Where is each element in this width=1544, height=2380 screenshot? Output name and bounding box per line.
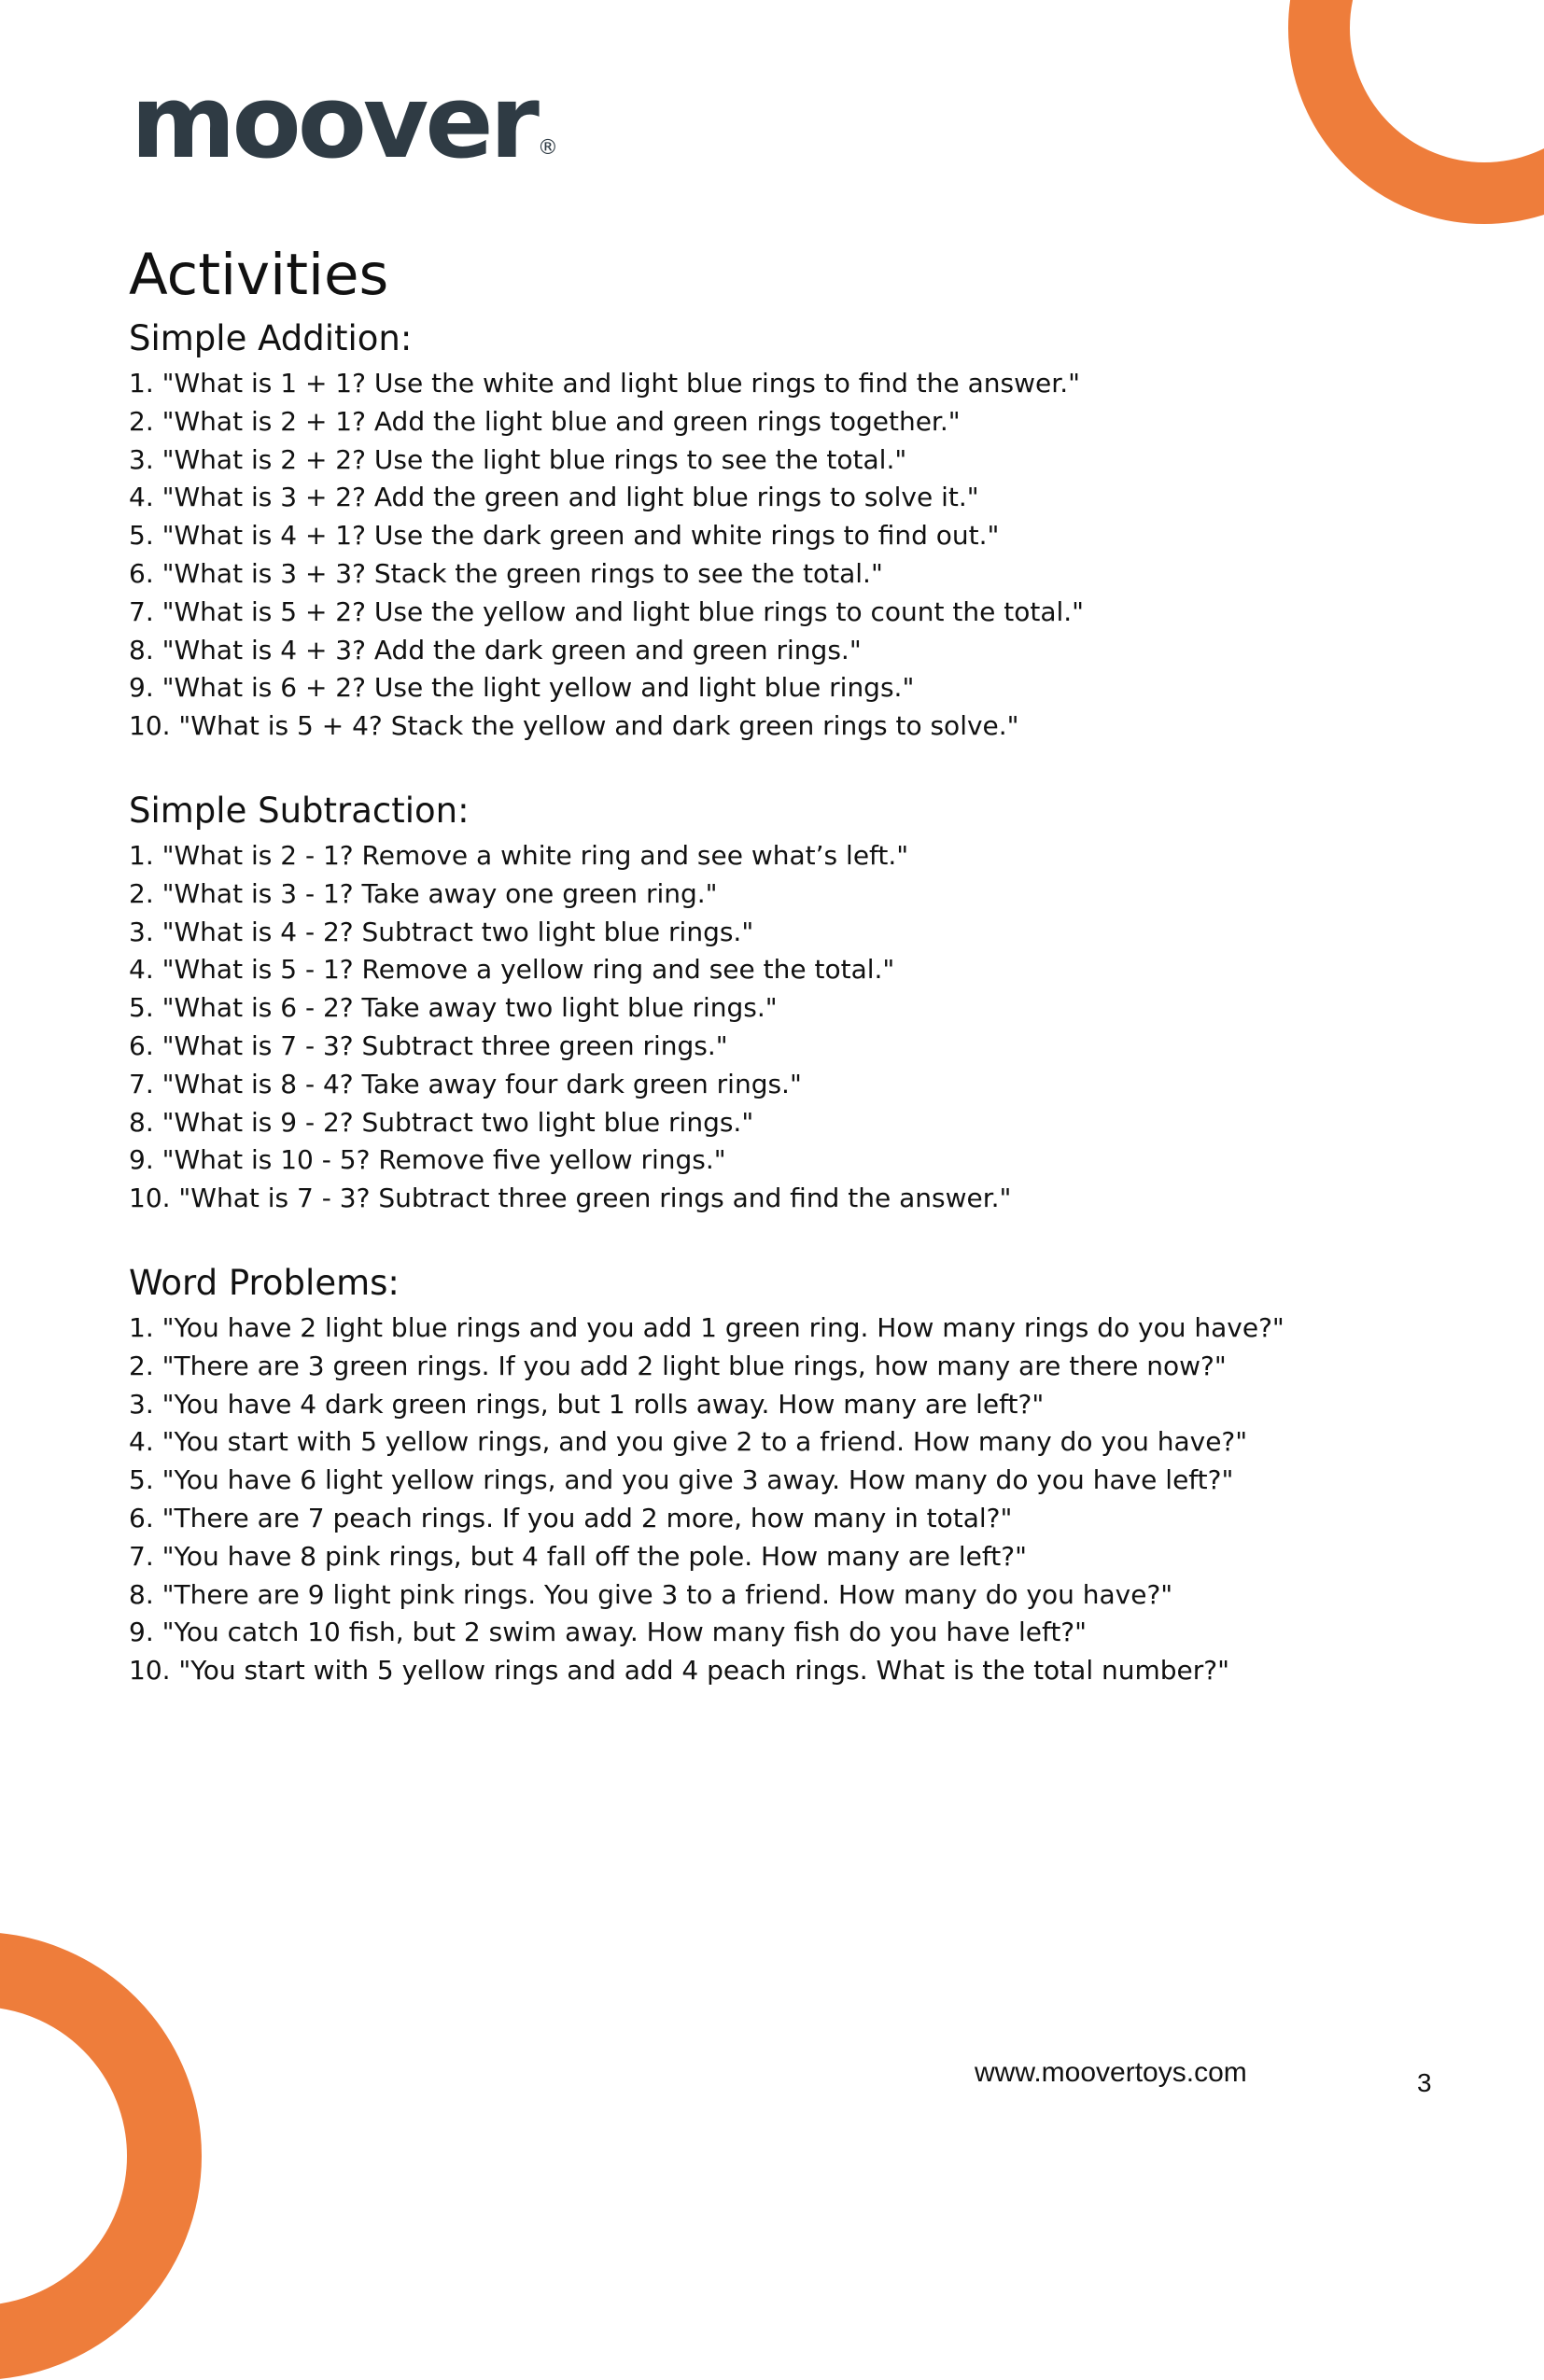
registered-mark: ® bbox=[537, 136, 558, 160]
list-item: 4. "What is 3 + 2? Add the green and light blue rings to solve it." bbox=[129, 482, 979, 513]
section-heading: Simple Addition: bbox=[129, 318, 413, 358]
section-heading: Word Problems: bbox=[129, 1262, 400, 1303]
list-item: 5. "What is 4 + 1? Use the dark green and white rings to find out." bbox=[129, 520, 1000, 552]
activity-list bbox=[129, 1309, 1342, 1690]
list-item: 2. "What is 2 + 1? Add the light blue and green rings together." bbox=[129, 405, 961, 437]
list-item: 1. "What is 1 + 1? Use the white and light blue rings to find the answer." bbox=[129, 368, 1080, 399]
list-item: 3. "What is 4 - 2? Subtract two light blue rings." bbox=[129, 916, 754, 947]
list-item: 10. "You start with 5 yellow rings and add 4 peach rings. What is the total number?" bbox=[129, 1655, 1230, 1687]
decorative-orange-arc-bottom bbox=[0, 1932, 202, 2380]
list-item: 6. "What is 7 - 3? Subtract three green rings." bbox=[129, 1029, 728, 1061]
list-item: 2. "There are 3 green rings. If you add 2 light blue rings, how many are there now?" bbox=[129, 1350, 1227, 1381]
list-item: 7. "What is 8 - 4? Take away four dark green rings." bbox=[129, 1068, 802, 1099]
list-item: 4. "You start with 5 yellow rings, and you give 2 to a friend. How many do you have?" bbox=[129, 1426, 1248, 1458]
list-item: 8. "What is 4 + 3? Add the dark green and green rings." bbox=[129, 634, 862, 665]
activity-list bbox=[129, 837, 1342, 1218]
page-number: 3 bbox=[1417, 2068, 1432, 2097]
section-simple-addition bbox=[129, 313, 1342, 746]
list-item: 7. "You have 8 pink rings, but 4 fall off the pole. How many are left?" bbox=[129, 1540, 1027, 1572]
decorative-orange-arc-top bbox=[1288, 0, 1544, 224]
brand-logo bbox=[131, 64, 558, 181]
section-simple-subtraction bbox=[129, 785, 1342, 1218]
list-item: 8. "What is 9 - 2? Subtract two light blue rings." bbox=[129, 1106, 754, 1138]
list-item: 3. "What is 2 + 2? Use the light blue rings to see the total." bbox=[129, 443, 907, 475]
list-item: 9. "What is 10 - 5? Remove five yellow rings." bbox=[129, 1144, 726, 1176]
list-item: 2. "What is 3 - 1? Take away one green ring." bbox=[129, 877, 718, 909]
list-item: 7. "What is 5 + 2? Use the yellow and light blue rings to count the total." bbox=[129, 595, 1085, 627]
activity-list bbox=[129, 365, 1342, 746]
list-item: 5. "You have 6 light yellow rings, and you give 3 away. How many do you have left?" bbox=[129, 1464, 1234, 1496]
section-word-problems bbox=[129, 1257, 1342, 1690]
list-item: 10. "What is 5 + 4? Stack the yellow and dark green rings to solve." bbox=[129, 710, 1019, 742]
list-item: 5. "What is 6 - 2? Take away two light blue rings." bbox=[129, 992, 778, 1024]
main-content bbox=[129, 238, 1342, 1690]
page-title: Activities bbox=[129, 242, 389, 308]
section-heading: Simple Subtraction: bbox=[129, 790, 470, 831]
list-item: 1. "What is 2 - 1? Remove a white ring and see what’s left." bbox=[129, 839, 909, 871]
logo-wordmark: moover bbox=[131, 64, 536, 181]
footer-website-url: www.moovertoys.com bbox=[975, 2057, 1247, 2088]
list-item: 1. "You have 2 light blue rings and you add 1 green ring. How many rings do you have?" bbox=[129, 1311, 1284, 1343]
list-item: 4. "What is 5 - 1? Remove a yellow ring and see the total." bbox=[129, 954, 895, 986]
list-item: 10. "What is 7 - 3? Subtract three green rings and find the answer." bbox=[129, 1183, 1012, 1214]
list-item: 9. "You catch 10 fish, but 2 swim away. How many fish do you have left?" bbox=[129, 1617, 1088, 1648]
list-item: 8. "There are 9 light pink rings. You give 3 to a friend. How many do you have?" bbox=[129, 1578, 1173, 1610]
list-item: 9. "What is 6 + 2? Use the light yellow and light blue rings." bbox=[129, 672, 915, 704]
list-item: 6. "There are 7 peach rings. If you add 2 more, how many in total?" bbox=[129, 1502, 1013, 1533]
list-item: 6. "What is 3 + 3? Stack the green rings to see the total." bbox=[129, 557, 883, 589]
list-item: 3. "You have 4 dark green rings, but 1 rolls away. How many are left?" bbox=[129, 1388, 1045, 1420]
